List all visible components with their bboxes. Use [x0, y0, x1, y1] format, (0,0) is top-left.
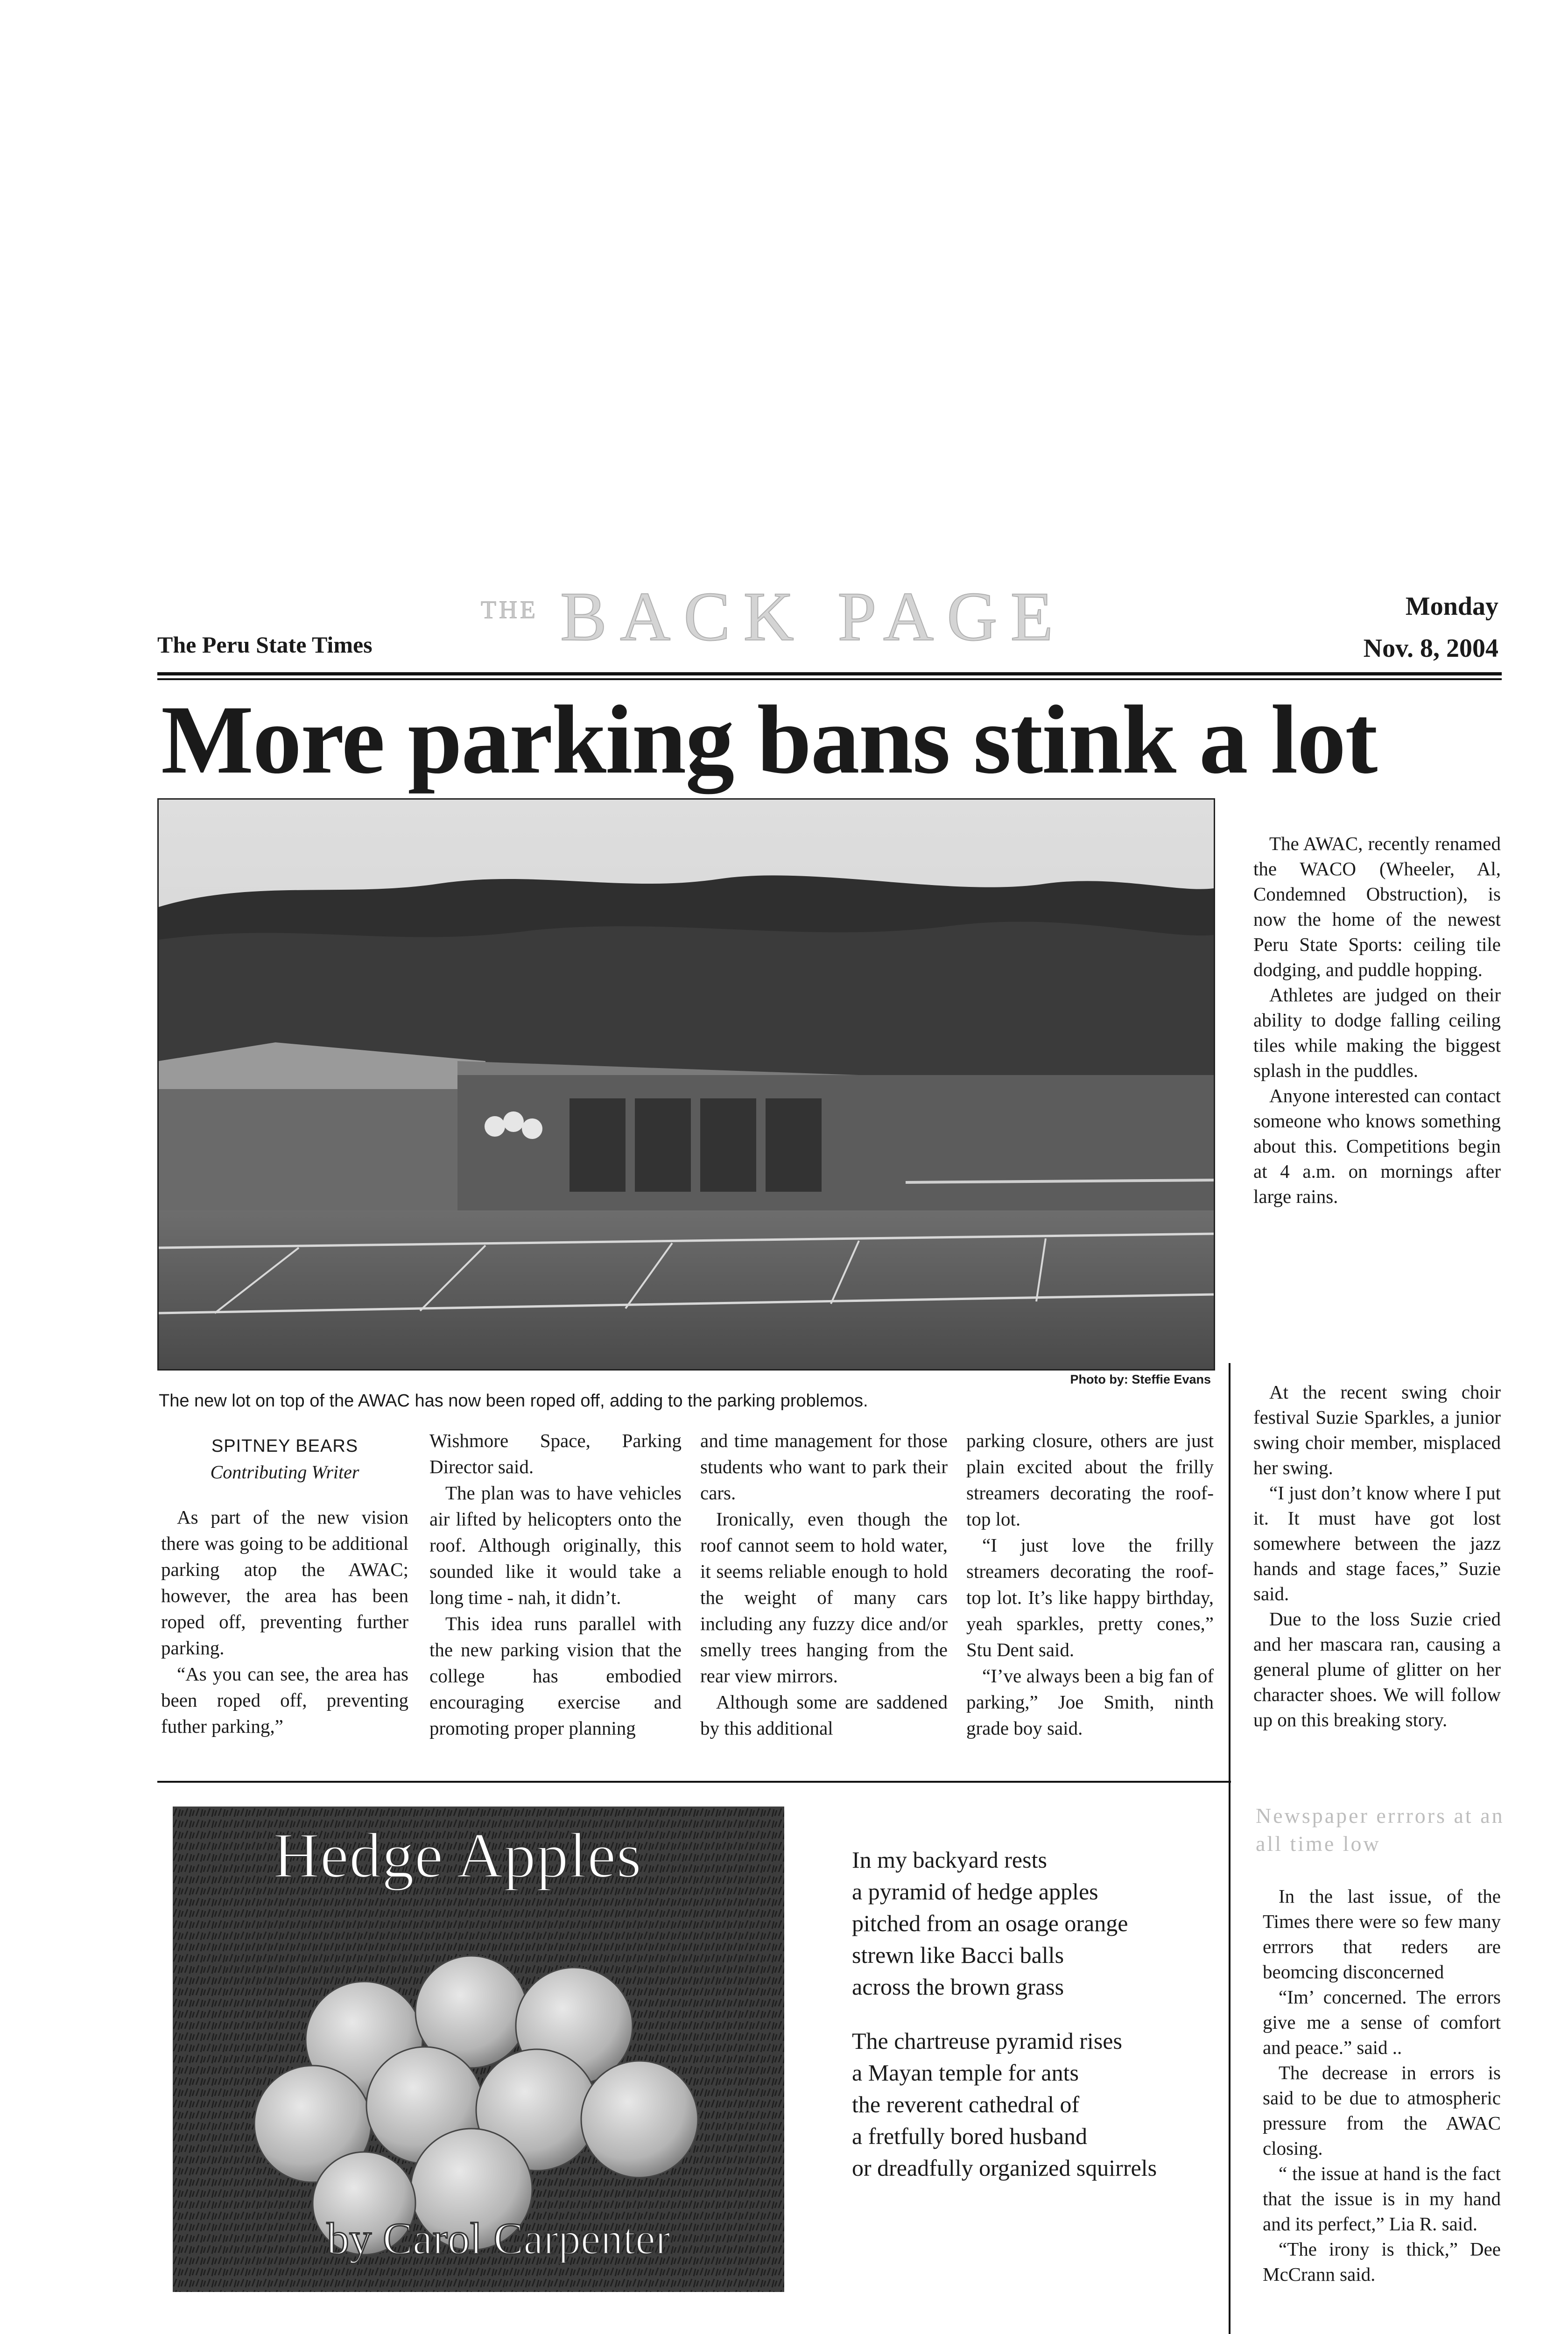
poem-line: The chartreuse pyramid rises: [852, 2028, 1122, 2054]
issue-date: Nov. 8, 2004: [1363, 633, 1498, 663]
article-paragraph: Although some are saddened by this additional: [700, 1691, 948, 1739]
sidebar-swing-choir: [1253, 1379, 1501, 1732]
paper-name: The Peru State Times: [157, 632, 373, 658]
hedge-apples-byline: by Carol Carpenter: [327, 2214, 670, 2264]
article-paragraph: “I just love the frilly streamers decorating the roof-top lot. It’s like happy birthday, yeah sparkles, pretty cones,” Stu Dent said.: [966, 1534, 1214, 1660]
photo-credit: Photo by: Steffie Evans: [1070, 1372, 1211, 1386]
byline-name: SPITNEY BEARS: [211, 1436, 359, 1456]
headline: More parking bans stink a lot: [161, 686, 1377, 794]
poem-line: In my backyard rests: [852, 1847, 1047, 1873]
article-paragraph: parking closure, others are just plain excited about the frilly streamers decorating the roof-top lot.: [966, 1430, 1214, 1530]
date-block: [1340, 586, 1498, 669]
sidebar-divider: [1229, 1363, 1230, 2334]
photo-caption: The new lot on top of the AWAC has now been roped off, adding to the parking problemos.: [159, 1391, 868, 1411]
section-title: BACK PAGE: [560, 578, 1067, 655]
poem-stanza: [852, 2025, 1207, 2184]
article-column-3: [700, 1427, 948, 1741]
story-divider: [157, 1781, 1231, 1783]
poem-line: pitched from an osage orange: [852, 1910, 1128, 1936]
poem: [852, 1844, 1207, 2206]
parking-lot-photo: [157, 798, 1215, 1371]
section-the: THE: [481, 596, 538, 624]
article-paragraph: Wishmore Space, Parking Director said.: [429, 1430, 682, 1477]
article-paragraph: This idea runs parallel with the new parking vision that the college has embodied encouraging exercise and promoting proper planning: [429, 1613, 682, 1739]
poem-line: a Mayan temple for ants: [852, 2060, 1079, 2086]
sidebar-paragraph: “The irony is thick,” Dee McCrann said.: [1263, 2238, 1501, 2285]
article-paragraph: As part of the new vision there was going to be additional parking atop the AWAC; however, the area has been roped off, preventing further parking.: [161, 1506, 408, 1659]
sidebar-paragraph: At the recent swing choir festival Suzie Sparkles, a junior swing choir member, misplaced her swing.: [1253, 1381, 1501, 1478]
article-column-1: [161, 1433, 408, 1739]
sidebar-paragraph: Anyone interested can contact someone who knows something about this. Competitions begin at 4 a.m. on mornings after large rains.: [1253, 1085, 1501, 1207]
sidebar-paragraph: The AWAC, recently renamed the WACO (Wheeler, Al, Condemned Obstruction), is now the home of the newest Peru State Sports: ceiling tile dodging, and puddle hopping.: [1253, 833, 1501, 980]
sidebar-paragraph: Due to the loss Suzie cried and her mascara ran, causing a general plume of glitter on her character shoes. We will follow up on this breaking story.: [1253, 1608, 1501, 1730]
poem-line: across the brown grass: [852, 1974, 1064, 2000]
sidebar-paragraph: “ the issue at hand is the fact that the issue is in my hand and its perfect,” Lia R. said.: [1263, 2163, 1501, 2235]
article-paragraph: The plan was to have vehicles air lifted by helicopters onto the roof. Although originally, this sounded like it would take a long time - nah, it didn’t.: [429, 1482, 682, 1608]
sidebar-errors: [1263, 1884, 1501, 2287]
masthead-rule-bottom: [157, 678, 1502, 680]
article-paragraph: “I’ve always been a big fan of parking,” Joe Smith, ninth grade boy said.: [966, 1665, 1214, 1739]
errors-headline: Newspaper errrors at an all time low: [1256, 1804, 1505, 1856]
sidebar-paragraph: In the last issue, of the Times there were so few many errrors that reders are beomcing disconcerned: [1263, 1885, 1501, 1982]
sidebar-paragraph: The decrease in errors is said to be due to atmospheric pressure from the AWAC closing.: [1263, 2062, 1501, 2159]
sidebar-awac: [1253, 831, 1501, 1209]
masthead-rule-top: [157, 672, 1502, 675]
sidebar-paragraph: Athletes are judged on their ability to dodge falling ceiling tiles while making the biggest splash in the puddles.: [1253, 984, 1501, 1081]
hedge-apples-image: [173, 1807, 784, 2292]
poem-line: strewn like Bacci balls: [852, 1942, 1064, 1968]
issue-day: Monday: [1405, 592, 1498, 621]
poem-line: a fretfully bored husband: [852, 2123, 1088, 2149]
article-paragraph: Ironically, even though the roof cannot seem to hold water, it seems reliable enough to hold the weight of many cars including any fuzzy dice and/or smelly trees hanging from the rear view mirrors.: [700, 1508, 948, 1687]
article-column-4: [966, 1427, 1214, 1741]
hedge-apples-title: Hedge Apples: [273, 1820, 642, 1891]
article-column-2: [429, 1427, 682, 1741]
byline-role: Contributing Writer: [210, 1462, 359, 1483]
sidebar-paragraph: “Im’ concerned. The errors give me a sense of comfort and peace.” said ..: [1263, 1986, 1501, 2058]
article-paragraph: and time management for those students who want to park their cars.: [700, 1430, 948, 1504]
article-paragraph: “As you can see, the area has been roped off, preventing futher parking,”: [161, 1663, 408, 1737]
poem-line: or dreadfully organized squirrels: [852, 2155, 1157, 2181]
parking-lot-illustration: [159, 800, 1214, 1369]
poem-line: a pyramid of hedge apples: [852, 1878, 1098, 1905]
poem-line: the reverent cathedral of: [852, 2091, 1080, 2117]
sidebar-paragraph: “I just don’t know where I put it. It must have got lost somewhere between the jazz hands and stage faces,” Suzie said.: [1253, 1482, 1501, 1604]
poem-stanza: [852, 1844, 1207, 2003]
